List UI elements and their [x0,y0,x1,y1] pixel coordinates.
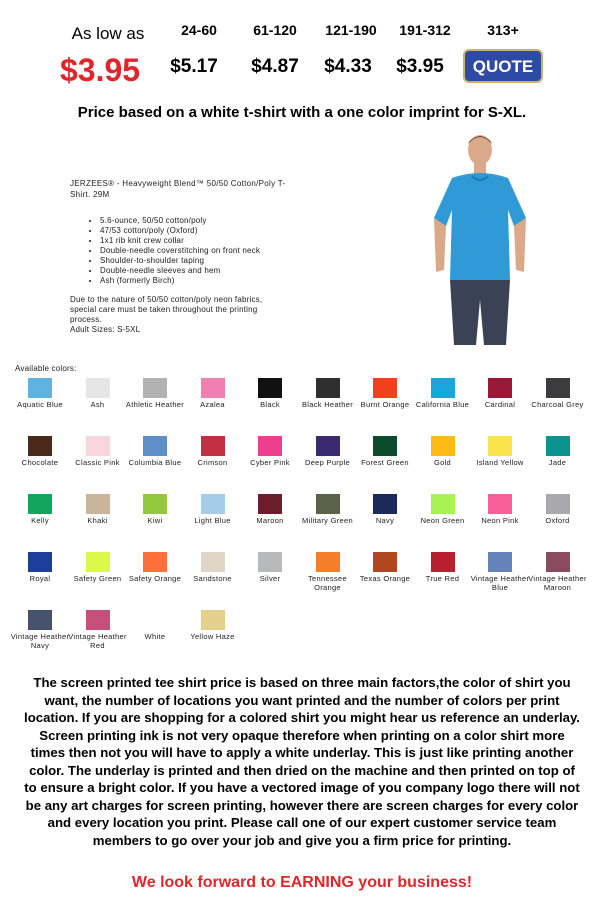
color-swatch[interactable] [298,436,358,468]
color-swatch[interactable] [183,610,243,642]
color-name: Charcoal Grey [531,400,584,409]
color-name: Vintage Heather Blue [470,574,530,592]
color-swatch[interactable] [528,552,588,592]
color-name: Neon Green [420,516,465,525]
color-chip [258,378,282,398]
color-name: Royal [29,574,51,583]
color-swatch[interactable] [528,436,588,468]
color-swatch[interactable] [528,378,588,410]
quote-button[interactable]: QUOTE [463,49,543,83]
color-chip [316,378,340,398]
color-chip [28,436,52,456]
color-swatch[interactable] [240,378,300,410]
tier-qty: 121-190 [325,22,377,38]
feature-list [88,216,320,286]
color-swatch[interactable] [183,436,243,468]
color-swatch[interactable] [68,494,128,526]
color-name: Silver [259,574,281,583]
feature-item: • 5.6-ounce, 50/50 cotton/poly [100,216,320,226]
color-chip [546,552,570,572]
color-name: Crimson [197,458,228,467]
color-chip [143,610,167,630]
color-swatch[interactable] [355,378,415,410]
color-chip [201,378,225,398]
color-chip [28,494,52,514]
color-swatch[interactable] [183,552,243,584]
color-chip [86,610,110,630]
color-swatch[interactable] [470,436,530,468]
feature-item: • Double-needle coverstitching on front neck [100,246,320,256]
color-name: Light Blue [194,516,231,525]
color-name: Chocolate [21,458,59,467]
tier-price: $5.17 [170,56,218,77]
color-name: Neon Pink [481,516,519,525]
color-chip [431,378,455,398]
color-chip [488,436,512,456]
color-swatch[interactable] [10,610,70,650]
color-chip [258,552,282,572]
color-chip [143,494,167,514]
color-chip [546,436,570,456]
color-chip [143,378,167,398]
color-name: Aquatic Blue [17,400,63,409]
color-swatch[interactable] [68,610,128,650]
color-swatch[interactable] [470,552,530,592]
note-line: special care must be taken throughout the printing [70,305,258,314]
color-name: Columbia Blue [128,458,182,467]
color-name: Azalea [200,400,225,409]
color-swatch[interactable] [240,494,300,526]
description-paragraph: The screen printed tee shirt price is based on three main factors,the color of shirt you want, the number of locations you want printed and the number of colors per print location. If you are shopping for a colored shirt you might hear us reference an underlay. Screen printing ink is not very opaque therefore when printing on a color shirt more times then not you will have to apply a white underlay. This is just like printing another color. The underlay is printed and then dried on the machine and then printed on top of to ensure a bright color. If you have a vectored image of you company logo there will not be any art charges for screen printing, however there are screen charges for every color and every location you print. Please call one of our expert customer service team members to go over your job and give you a firm price for printing. [24,675,580,848]
price-basis-note: Price based on a white t-shirt with a one color imprint for S-XL. [77,104,527,121]
color-swatch[interactable] [183,378,243,410]
neon-fabric-note [70,295,285,335]
color-swatch[interactable] [183,494,243,526]
color-swatch[interactable] [413,378,473,410]
color-name: Texas Orange [359,574,411,583]
color-swatch[interactable] [413,494,473,526]
tier-qty: 24-60 [181,22,217,38]
color-name: Cyber Pink [250,458,290,467]
color-name: Maroon [256,516,284,525]
color-name: Burnt Orange [360,400,410,409]
color-chip [86,436,110,456]
color-name: Khaki [87,516,108,525]
color-name: Yellow Haze [190,632,235,641]
color-name: Tennessee Orange [308,574,347,592]
color-swatch[interactable] [125,552,185,584]
tier-price: $3.95 [396,56,444,77]
feature-item: • Shoulder-to-shoulder taping [100,256,320,266]
color-name: Vintage Heather Maroon [528,574,587,592]
color-chip [316,494,340,514]
color-chip [143,552,167,572]
color-chip [431,552,455,572]
color-name: Safety Orange [128,574,182,583]
color-swatch[interactable] [10,494,70,526]
color-swatch[interactable] [298,494,358,526]
available-colors-label: Available colors: [15,364,77,373]
color-chip [316,436,340,456]
color-chip [86,494,110,514]
color-swatch[interactable] [10,378,70,410]
color-chip [546,378,570,398]
feature-item: • Ash (formerly Birch) [100,276,320,286]
color-chip [373,378,397,398]
color-swatch[interactable] [125,436,185,468]
feature-item: • 1x1 rib knit crew collar [100,236,320,246]
color-swatch[interactable] [125,610,185,642]
color-swatch[interactable] [68,436,128,468]
color-name: Sandstone [193,574,232,583]
color-name: California Blue [415,400,470,409]
color-name: Forest Green [361,458,409,467]
color-chip [86,378,110,398]
color-name: Kelly [31,516,49,525]
color-name: Deep Purple [305,458,350,467]
product-title-line: JERZEES® - Heavyweight Blend™ 50/50 Cotton/Poly T- [70,179,286,188]
color-chip [316,552,340,572]
color-name: Classic Pink [75,458,120,467]
color-swatch[interactable] [298,378,358,410]
color-swatch[interactable] [470,378,530,410]
color-chip [373,552,397,572]
color-chip [201,494,225,514]
color-swatch[interactable] [355,494,415,526]
color-swatch[interactable] [355,552,415,584]
color-chip [373,436,397,456]
lowest-price: $3.95 [59,52,141,88]
color-name: True Red [425,574,460,583]
color-chip [28,552,52,572]
color-chip [28,378,52,398]
product-title [70,178,305,200]
color-name: Athletic Heather [125,400,185,409]
color-chip [143,436,167,456]
color-chip [201,552,225,572]
color-chip [431,436,455,456]
color-swatch[interactable] [413,552,473,584]
color-name: Black Heather [301,400,353,409]
color-swatch[interactable] [240,552,300,584]
model-photo [430,130,530,345]
color-name: Cardinal [484,400,516,409]
color-swatch[interactable] [240,436,300,468]
color-name: White [144,632,166,641]
color-swatch[interactable] [413,436,473,468]
color-swatch[interactable] [68,552,128,584]
color-chip [258,436,282,456]
color-name: Vintage Heather Navy [10,632,70,650]
color-name: Black [260,400,280,409]
color-chip [488,494,512,514]
as-low-as-label: As low as [71,24,145,43]
color-chip [201,436,225,456]
adult-sizes: Adult Sizes: S-5XL [70,325,141,334]
tier-qty: 191-312 [399,22,451,38]
product-title-line: Shirt. 29M [70,190,110,199]
tier-price: $4.33 [324,56,372,77]
color-chip [488,378,512,398]
feature-item: • 47/53 cotton/poly (Oxford) [100,226,320,236]
color-chip [28,610,52,630]
color-swatch[interactable] [528,494,588,526]
color-name: Military Green [302,516,353,525]
color-name: Jade [548,458,567,467]
color-swatch[interactable] [68,378,128,410]
note-line: process. [70,315,102,324]
color-swatch[interactable] [10,552,70,584]
color-chip [488,552,512,572]
color-name: Island Yellow [476,458,524,467]
color-swatch[interactable] [125,378,185,410]
color-name: Kiwi [147,516,163,525]
color-chip [546,494,570,514]
color-swatch[interactable] [355,436,415,468]
color-swatch[interactable] [125,494,185,526]
color-name: Ash [90,400,105,409]
color-chip [201,610,225,630]
color-name: Navy [375,516,395,525]
note-line: Due to the nature of 50/50 cotton/poly neon fabrics, [70,295,263,304]
tier-price: $4.87 [251,56,299,77]
color-swatch[interactable] [470,494,530,526]
color-name: Gold [433,458,452,467]
call-to-action: We look forward to EARNING your business! [131,874,473,891]
tier-qty: 313+ [487,22,519,38]
color-name: Safety Green [73,574,122,583]
color-chip [86,552,110,572]
color-name: Oxford [545,516,570,525]
feature-item: • Double-needle sleeves and hem [100,266,320,276]
color-chip [373,494,397,514]
color-name: Vintage Heather Red [68,632,127,650]
color-swatch[interactable] [298,552,358,592]
color-swatch[interactable] [10,436,70,468]
color-chip [431,494,455,514]
tier-qty: 61-120 [253,22,297,38]
color-chip [258,494,282,514]
